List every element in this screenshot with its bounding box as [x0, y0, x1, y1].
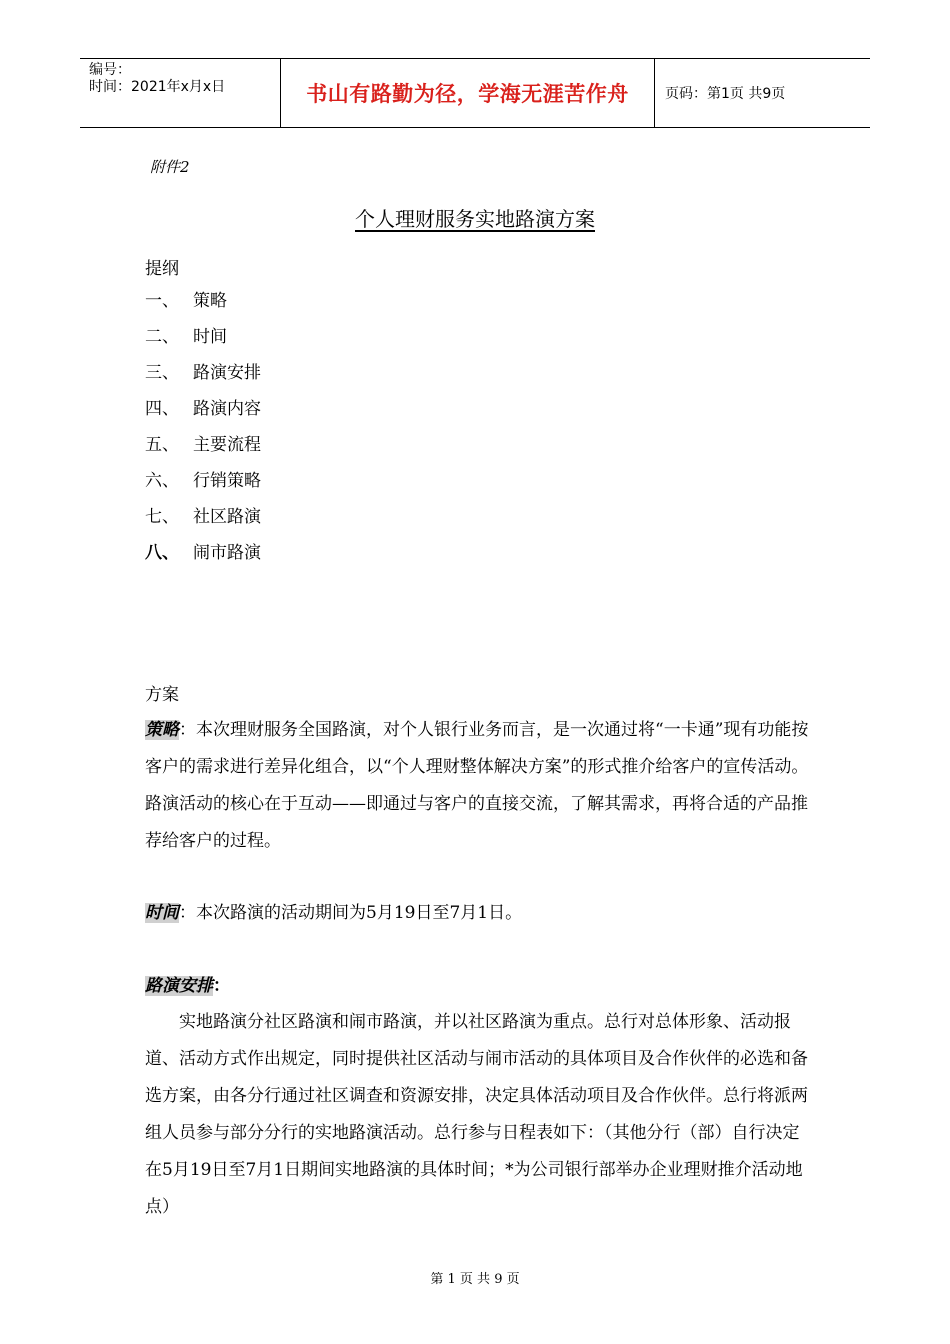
- time-paragraph: [145, 895, 810, 932]
- outline-item: 一、 策略: [145, 291, 227, 311]
- strategy-paragraph: [145, 712, 810, 860]
- number-label: 编号：: [89, 62, 131, 78]
- outline-item: 五、 主要流程: [145, 435, 261, 455]
- arrangement-paragraph: 实地路演分社区路演和闹市路演，并以社区路演为重点。总行对总体形象、活动报道、活动方式作出规定，同时提供社区活动与闹市活动的具体项目及合作伙伴的必选和备选方案，由各分行通过社区调查和资源安排，决定具体活动项目及合作伙伴。总行将派两组人员参与部分分行的实地路演活动。总行参与日程表如下：（其他分行（部）自行决定在5月19日至7月1日期间实地路演的具体时间；*为公司银行部举办企业理财推介活动地点）: [145, 1012, 808, 1217]
- outline-list: [145, 288, 261, 576]
- outline-item: 二、 时间: [145, 327, 227, 347]
- strategy-heading: 策略: [145, 720, 179, 740]
- page-footer: 第 1 页 共 9 页: [430, 1272, 520, 1287]
- arrangement-heading-line: [145, 968, 810, 1005]
- document-title: 个人理财服务实地路演方案: [355, 207, 595, 231]
- outline-item: 三、 路演安排: [145, 363, 261, 383]
- time-heading: 时间: [145, 903, 179, 923]
- attachment-label: 附件2: [150, 158, 190, 176]
- arrangement-colon: ：: [213, 976, 230, 996]
- time-label: 时间：2021年x月x日: [89, 79, 226, 95]
- outline-item: 八、 闹市路演: [145, 543, 261, 563]
- time-text: ：本次路演的活动期间为5月19日至7月1日。: [179, 903, 523, 923]
- page-info: 页码：第1页 共9页: [665, 86, 786, 102]
- outline-item: 七、 社区路演: [145, 507, 261, 527]
- outline-item: 四、 路演内容: [145, 399, 261, 419]
- header-motto-cell: [281, 59, 655, 127]
- arrangement-heading: 路演安排: [145, 976, 213, 996]
- header-meta-cell: [80, 59, 281, 127]
- outline-label: 提纲: [145, 259, 179, 279]
- header-page-cell: [655, 59, 870, 127]
- outline-item: 六、 行销策略: [145, 471, 261, 491]
- motto: 书山有路勤为径，学海无涯苦作舟: [306, 81, 629, 106]
- strategy-text: ：本次理财服务全国路演，对个人银行业务而言，是一次通过将“一卡通”现有功能按客户的需求进行差异化组合，以“个人理财整体解决方案”的形式推介给客户的宣传活动。路演活动的核心在于互动——即通过与客户的直接交流，了解其需求，再将合适的产品推荐给客户的过程。: [145, 720, 809, 851]
- header-table: [80, 58, 870, 128]
- plan-label: 方案: [145, 685, 179, 705]
